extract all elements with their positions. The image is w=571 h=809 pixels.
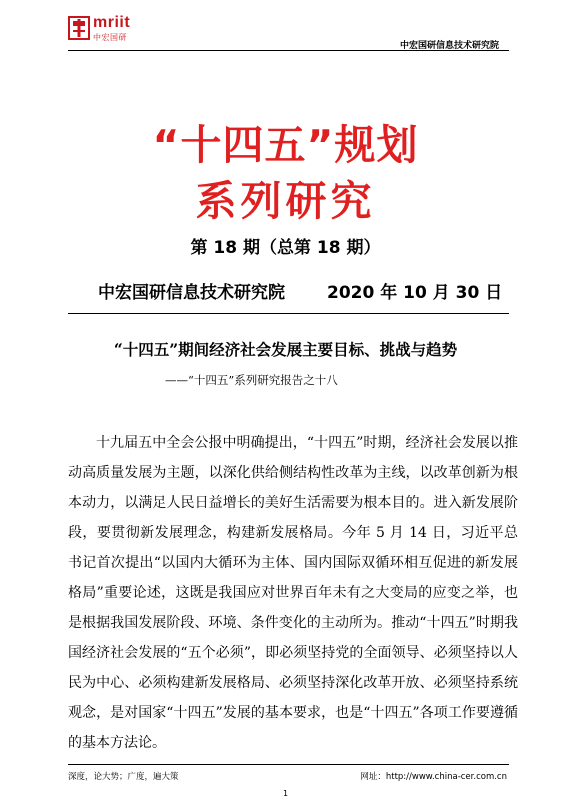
header-divider bbox=[68, 50, 509, 51]
page-number: 1 bbox=[282, 789, 289, 798]
footer-slogan: 深度，论大势；广度，遍大策 bbox=[68, 772, 179, 782]
logo-mark-icon bbox=[68, 16, 90, 40]
issue-number: 第 18 期（总第 18 期） bbox=[190, 238, 381, 258]
article-body: 十九届五中全会公报中明确提出，“十四五”时期，经济社会发展以推动高质量发展为主题，以深化供给侧结构性改革为主线，以改革创新为根本动力，以满足人民日益增长的美好生活需要为根本目的。进入新发展阶段，要贯彻新发展理念，构建新发展格局。今年 5 月 14 日，习近平总书记首次提出“以国内大循环为主体、国内国际双循环相互促进的新发展格局”重要论述，这既是我国应对世界百年未有之大变局的应变之举，也是根据我国发展阶段、环境、条件变化的主动所为。推动“十四五”时期我国经济社会发展的“五个必须”，即必须坚持党的全面领导、必须坚持以人民为中心、必须构建新发展格局、必须坚持深化改革开放、必须坚持系统观念，是对国家“十四五”发展的基本要求，也是“十四五”各项工作要遵循的基本方法论。 bbox=[68, 435, 518, 751]
footer-website: 网址：http://www.china-cer.com.cn bbox=[360, 772, 507, 782]
logo-subtext: 中宏国研 bbox=[93, 33, 127, 42]
header-organization: 中宏国研信息技术研究院 bbox=[399, 41, 499, 51]
publish-date: 2020 年 10 月 30 日 bbox=[327, 283, 503, 303]
footer-divider bbox=[68, 764, 509, 765]
article-title: “十四五”期间经济社会发展主要目标、挑战与趋势 bbox=[113, 340, 458, 359]
cover-title-line1: “十四五”规划 bbox=[152, 121, 419, 169]
cover-divider bbox=[68, 313, 509, 314]
logo-text: mriit bbox=[93, 14, 131, 31]
mriit-logo bbox=[68, 14, 134, 44]
institute-name: 中宏国研信息技术研究院 bbox=[98, 283, 285, 303]
cover-title-line2: 系列研究 bbox=[195, 177, 376, 225]
article-subtitle: ——“十四五”系列研究报告之十八 bbox=[165, 373, 338, 387]
